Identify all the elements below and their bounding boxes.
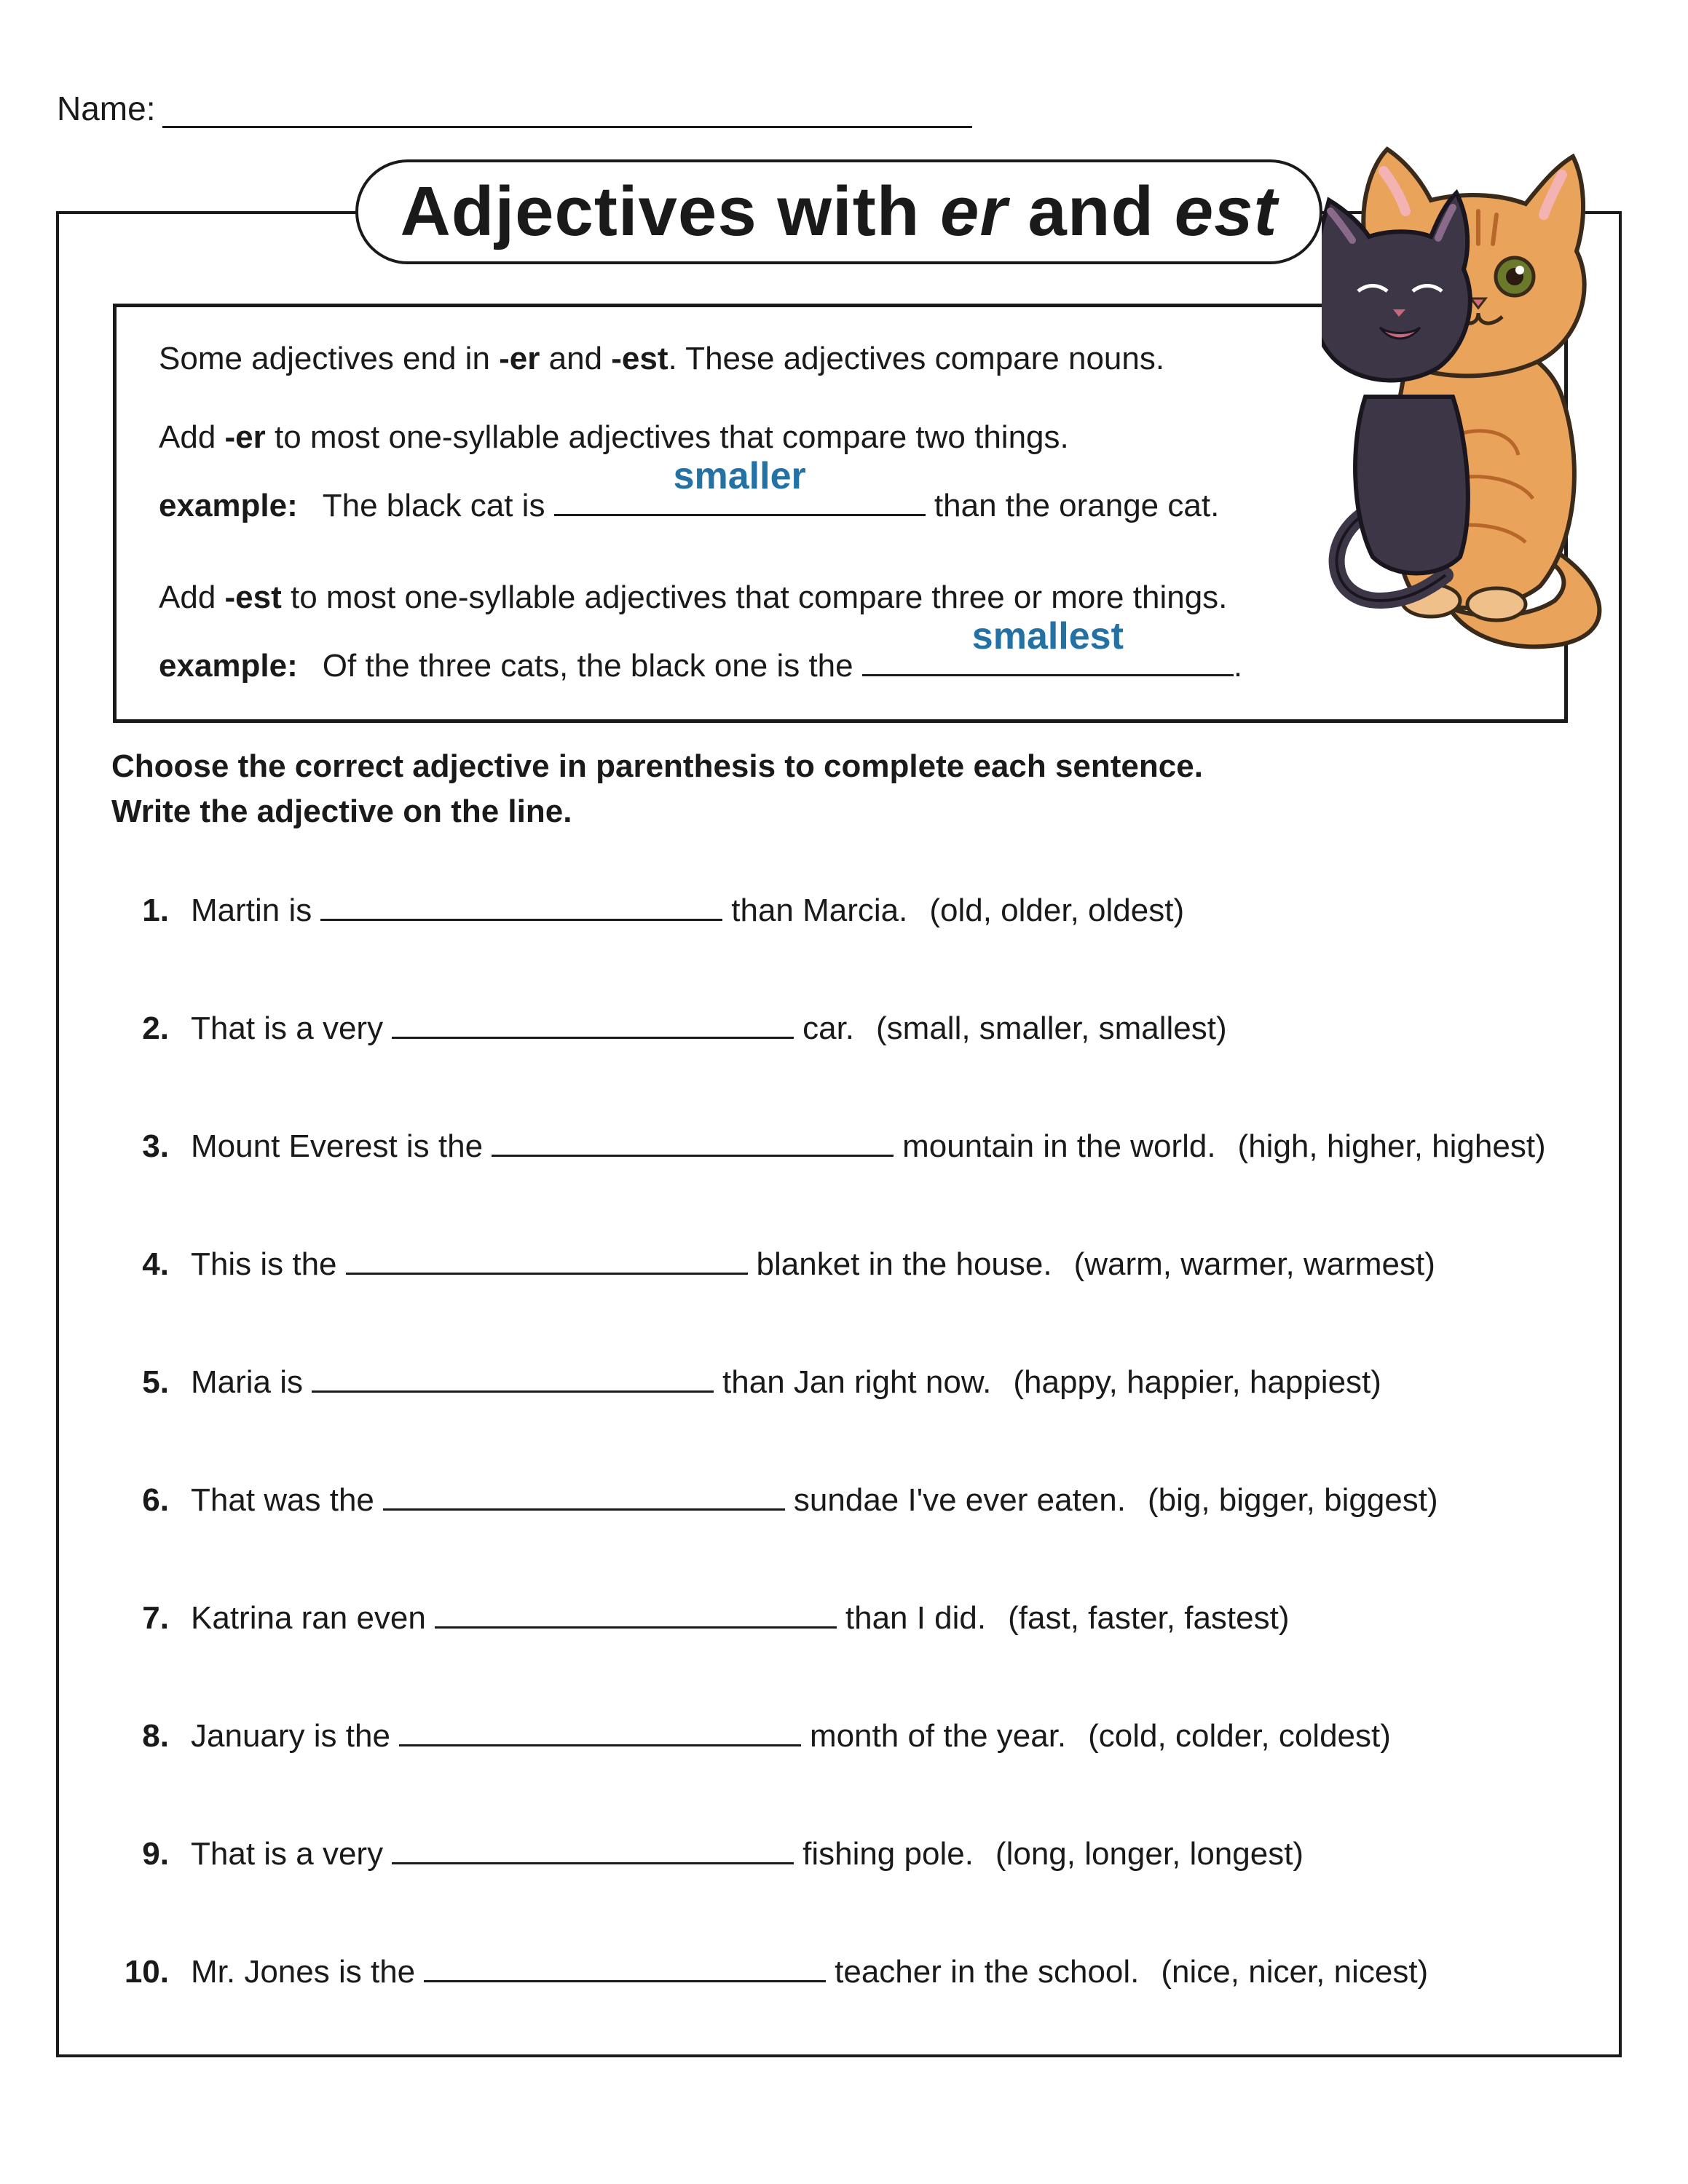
example-1-blank [554,455,926,516]
answer-blank[interactable] [312,1363,714,1393]
name-label: Name: [57,90,156,127]
question-row [0,1952,1428,1990]
choices: (happy, happier, happiest) [1013,1364,1381,1400]
answer-blank[interactable] [383,1481,785,1511]
directions-line-2: Write the adjective on the line. [111,794,572,829]
question-body: Mr. Jones is the teacher in the school. (nice, nicer, nicest) [191,1954,1429,1990]
name-input-line[interactable] [162,92,972,128]
answer-blank[interactable] [346,1245,748,1275]
question-number: 3. [142,1128,169,1164]
answer-blank[interactable] [392,1009,794,1039]
answer-blank[interactable] [392,1835,794,1864]
question-row [0,1599,1290,1637]
choices: (cold, colder, coldest) [1088,1718,1391,1754]
directions [111,744,1203,834]
title-part1: Adjectives with [400,173,940,250]
question-row [0,1835,1304,1872]
title-est: est [1174,173,1278,250]
choices: (big, bigger, biggest) [1147,1482,1438,1518]
example-label: example: [159,488,298,523]
question-body: Mount Everest is the mountain in the world. (high, higher, highest) [191,1128,1546,1164]
question-number: 8. [142,1718,169,1754]
info-line-3: Add -est to most one-syllable adjectives that compare three or more things. [159,579,1228,615]
question-body: That is a very car. (small, smaller, smallest) [191,1010,1227,1046]
black-cat-icon [1322,193,1470,601]
name-row [57,89,972,128]
question-row [0,891,1184,929]
question-row [0,1481,1438,1519]
question-row [0,1127,1546,1165]
question-number: 9. [142,1836,169,1872]
info-line-2: Add -er to most one-syllable adjectives that compare two things. [159,419,1069,455]
question-row [0,1245,1435,1283]
question-number: 5. [142,1364,169,1400]
question-body: This is the blanket in the house. (warm, warmer, warmest) [191,1246,1435,1282]
question-number: 4. [142,1246,169,1282]
example-2-blank [862,615,1234,676]
answer-blank[interactable] [424,1952,826,1982]
page-title [355,159,1322,264]
question-row [0,1009,1227,1047]
question-body: January is the month of the year. (cold, colder, coldest) [191,1718,1391,1754]
question-body: Katrina ran even than I did. (fast, faster, fastest) [191,1600,1290,1636]
directions-line-1: Choose the correct adjective in parenthesis to complete each sentence. [111,748,1203,784]
two-cats-illustration [1322,135,1635,659]
answer-blank[interactable] [320,891,722,921]
answer-blank[interactable] [492,1127,894,1157]
question-number: 1. [142,893,169,928]
choices: (old, older, oldest) [929,893,1185,928]
question-number: 2. [142,1010,169,1046]
question-body: That is a very fishing pole. (long, longer, longest) [191,1836,1304,1872]
choices: (warm, warmer, warmest) [1073,1246,1435,1282]
question-row [0,1717,1391,1754]
choices: (nice, nicer, nicest) [1161,1954,1429,1990]
example-1: example: The black cat is smaller than the orange cat. [159,455,1220,523]
question-body: That was the sundae I've ever eaten. (big, bigger, biggest) [191,1482,1438,1518]
title-and: and [1007,173,1175,250]
answer-blank[interactable] [399,1717,801,1746]
example-2-answer: smallest [971,615,1124,657]
question-number: 7. [142,1600,169,1636]
example-2: example: Of the three cats, the black one is the smallest . [159,615,1243,684]
example-label: example: [159,648,298,684]
question-number: 6. [142,1482,169,1518]
example-1-answer: smaller [673,455,806,497]
choices: (fast, faster, fastest) [1008,1600,1290,1636]
info-line-1: Some adjectives end in -er and -est. These adjectives compare nouns. [159,341,1165,376]
choices: (high, higher, highest) [1237,1128,1546,1164]
question-number: 10. [124,1954,169,1990]
answer-blank[interactable] [435,1599,837,1629]
choices: (small, smaller, smallest) [876,1010,1227,1046]
question-body: Martin is than Marcia. (old, older, oldest) [191,893,1185,928]
choices: (long, longer, longest) [995,1836,1304,1872]
question-row [0,1363,1381,1401]
question-body: Maria is than Jan right now. (happy, happier, happiest) [191,1364,1381,1400]
title-er: er [940,173,1008,250]
